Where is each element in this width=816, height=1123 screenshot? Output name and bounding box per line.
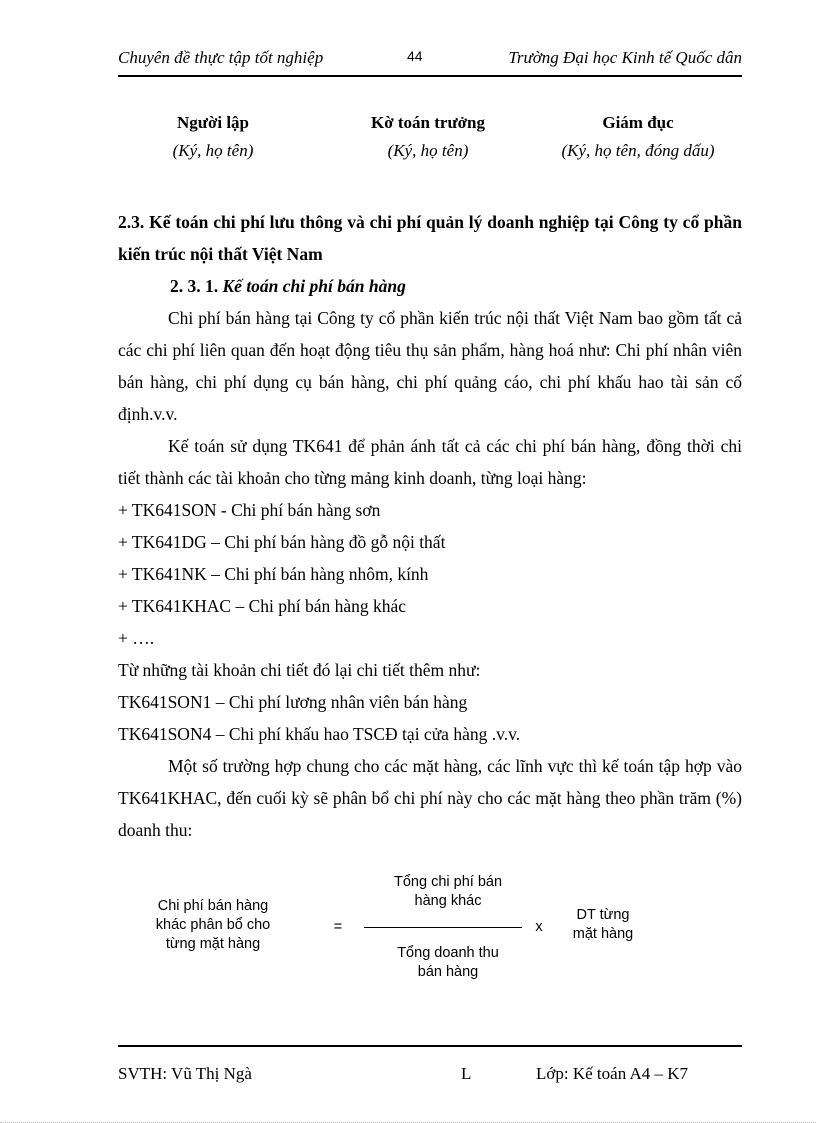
paragraph: Một số trường hợp chung cho các mặt hàng, các lĩnh vực thì kế toán tập hợp vào TK641KHAC, đến cuối kỳ sẽ phân bổ chi phí này cho các mặt hàng theo phần trăm (%) doanh thu: (118, 756, 742, 840)
formula-equals: = (333, 919, 343, 935)
formula-rhs-line: DT từng (576, 907, 630, 923)
section-heading: 2.3. Kế toán chi phí lưu thông và chi phí quản lý doanh nghiệp tại Công ty cổ phần kiến trúc nội thất Việt Nam (118, 212, 742, 264)
account-item: + …. (118, 628, 155, 648)
formula-rhs (558, 906, 648, 944)
subsection-heading (118, 270, 742, 302)
footer-center-mark: L (461, 1064, 472, 1083)
formula-lhs-line: Chi phí bán hàng (157, 898, 269, 914)
formula-lhs-line: khác phân bổ cho (155, 917, 271, 933)
header-page-number: 44 (407, 48, 423, 64)
footer-student: SVTH: Vũ Thị Ngà (118, 1064, 252, 1083)
formula-lhs (138, 897, 288, 954)
account-item: + TK641KHAC – Chi phí bán hàng khác (118, 596, 407, 616)
page-header (118, 48, 742, 72)
allocation-formula (118, 870, 742, 990)
signature-note: (Ký, họ tên) (172, 141, 254, 160)
detail-intro: Từ những tài khoản chi tiết đó lại chi tiết thêm như: (118, 660, 481, 680)
document-body (118, 206, 742, 846)
detail-item: TK641SON4 – Chi phí khấu hao TSCĐ tại cửa hàng .v.v. (118, 724, 521, 744)
signature-chief-accountant (333, 113, 523, 161)
footer-divider (118, 1045, 742, 1047)
paragraph: Chi phí bán hàng tại Công ty cổ phần kiến trúc nội thất Việt Nam bao gồm tất cả các chi phí liên quan đến hoạt động tiêu thụ sản phẩm, hàng hoá như: Chi phí nhân viên bán hàng, chi phí dụng cụ bán hàng, chi phí quảng cáo, chi phí khấu hao tài sản cố định.v.v. (118, 308, 742, 424)
signature-preparer (118, 113, 308, 161)
header-report-title: Chuyên đề thực tập tốt nghiệp (118, 48, 324, 67)
signature-director (538, 113, 738, 161)
formula-rhs-line: mặt hàng (572, 926, 634, 942)
signature-note: (Ký, họ tên, đóng dấu) (561, 141, 715, 160)
header-university: Trường Đại học Kinh tế Quốc dân (508, 48, 742, 67)
formula-numerator (373, 873, 523, 911)
header-divider (118, 75, 742, 77)
subsection-title: Kế toán chi phí bán hàng (222, 276, 406, 296)
formula-numerator-line: hàng khác (414, 893, 482, 909)
formula-lhs-line: từng mặt hàng (165, 936, 261, 952)
paragraph: Kế toán sử dụng TK641 để phản ánh tất cả các chi phí bán hàng, đồng thời chi tiết thành các tài khoản cho từng mảng kinh doanh, từng loại hàng: (118, 436, 742, 488)
signature-note: (Ký, họ tên) (387, 141, 469, 160)
detail-item: TK641SON1 – Chi phí lương nhân viên bán hàng (118, 692, 468, 712)
formula-denominator-line: Tổng doanh thu (397, 945, 499, 961)
fraction-bar (364, 927, 522, 928)
subsection-number: 2. 3. 1. (170, 276, 219, 296)
formula-denominator (373, 944, 523, 982)
account-item: + TK641SON - Chi phí bán hàng sơn (118, 500, 381, 520)
formula-denominator-line: bán hàng (417, 964, 479, 980)
signature-block (118, 113, 742, 173)
account-item: + TK641NK – Chi phí bán hàng nhôm, kính (118, 564, 429, 584)
signature-role: Giám đục (602, 113, 674, 132)
signature-role: Người lập (176, 113, 250, 132)
account-item: + TK641DG – Chi phí bán hàng đồ gỗ nội thất (118, 532, 446, 552)
footer-class: Lớp: Kế toán A4 – K7 (536, 1064, 689, 1083)
signature-role: Kờ toán trưởng (370, 113, 486, 132)
formula-times: x (535, 919, 543, 935)
formula-numerator-line: Tổng chi phí bán (393, 874, 503, 890)
